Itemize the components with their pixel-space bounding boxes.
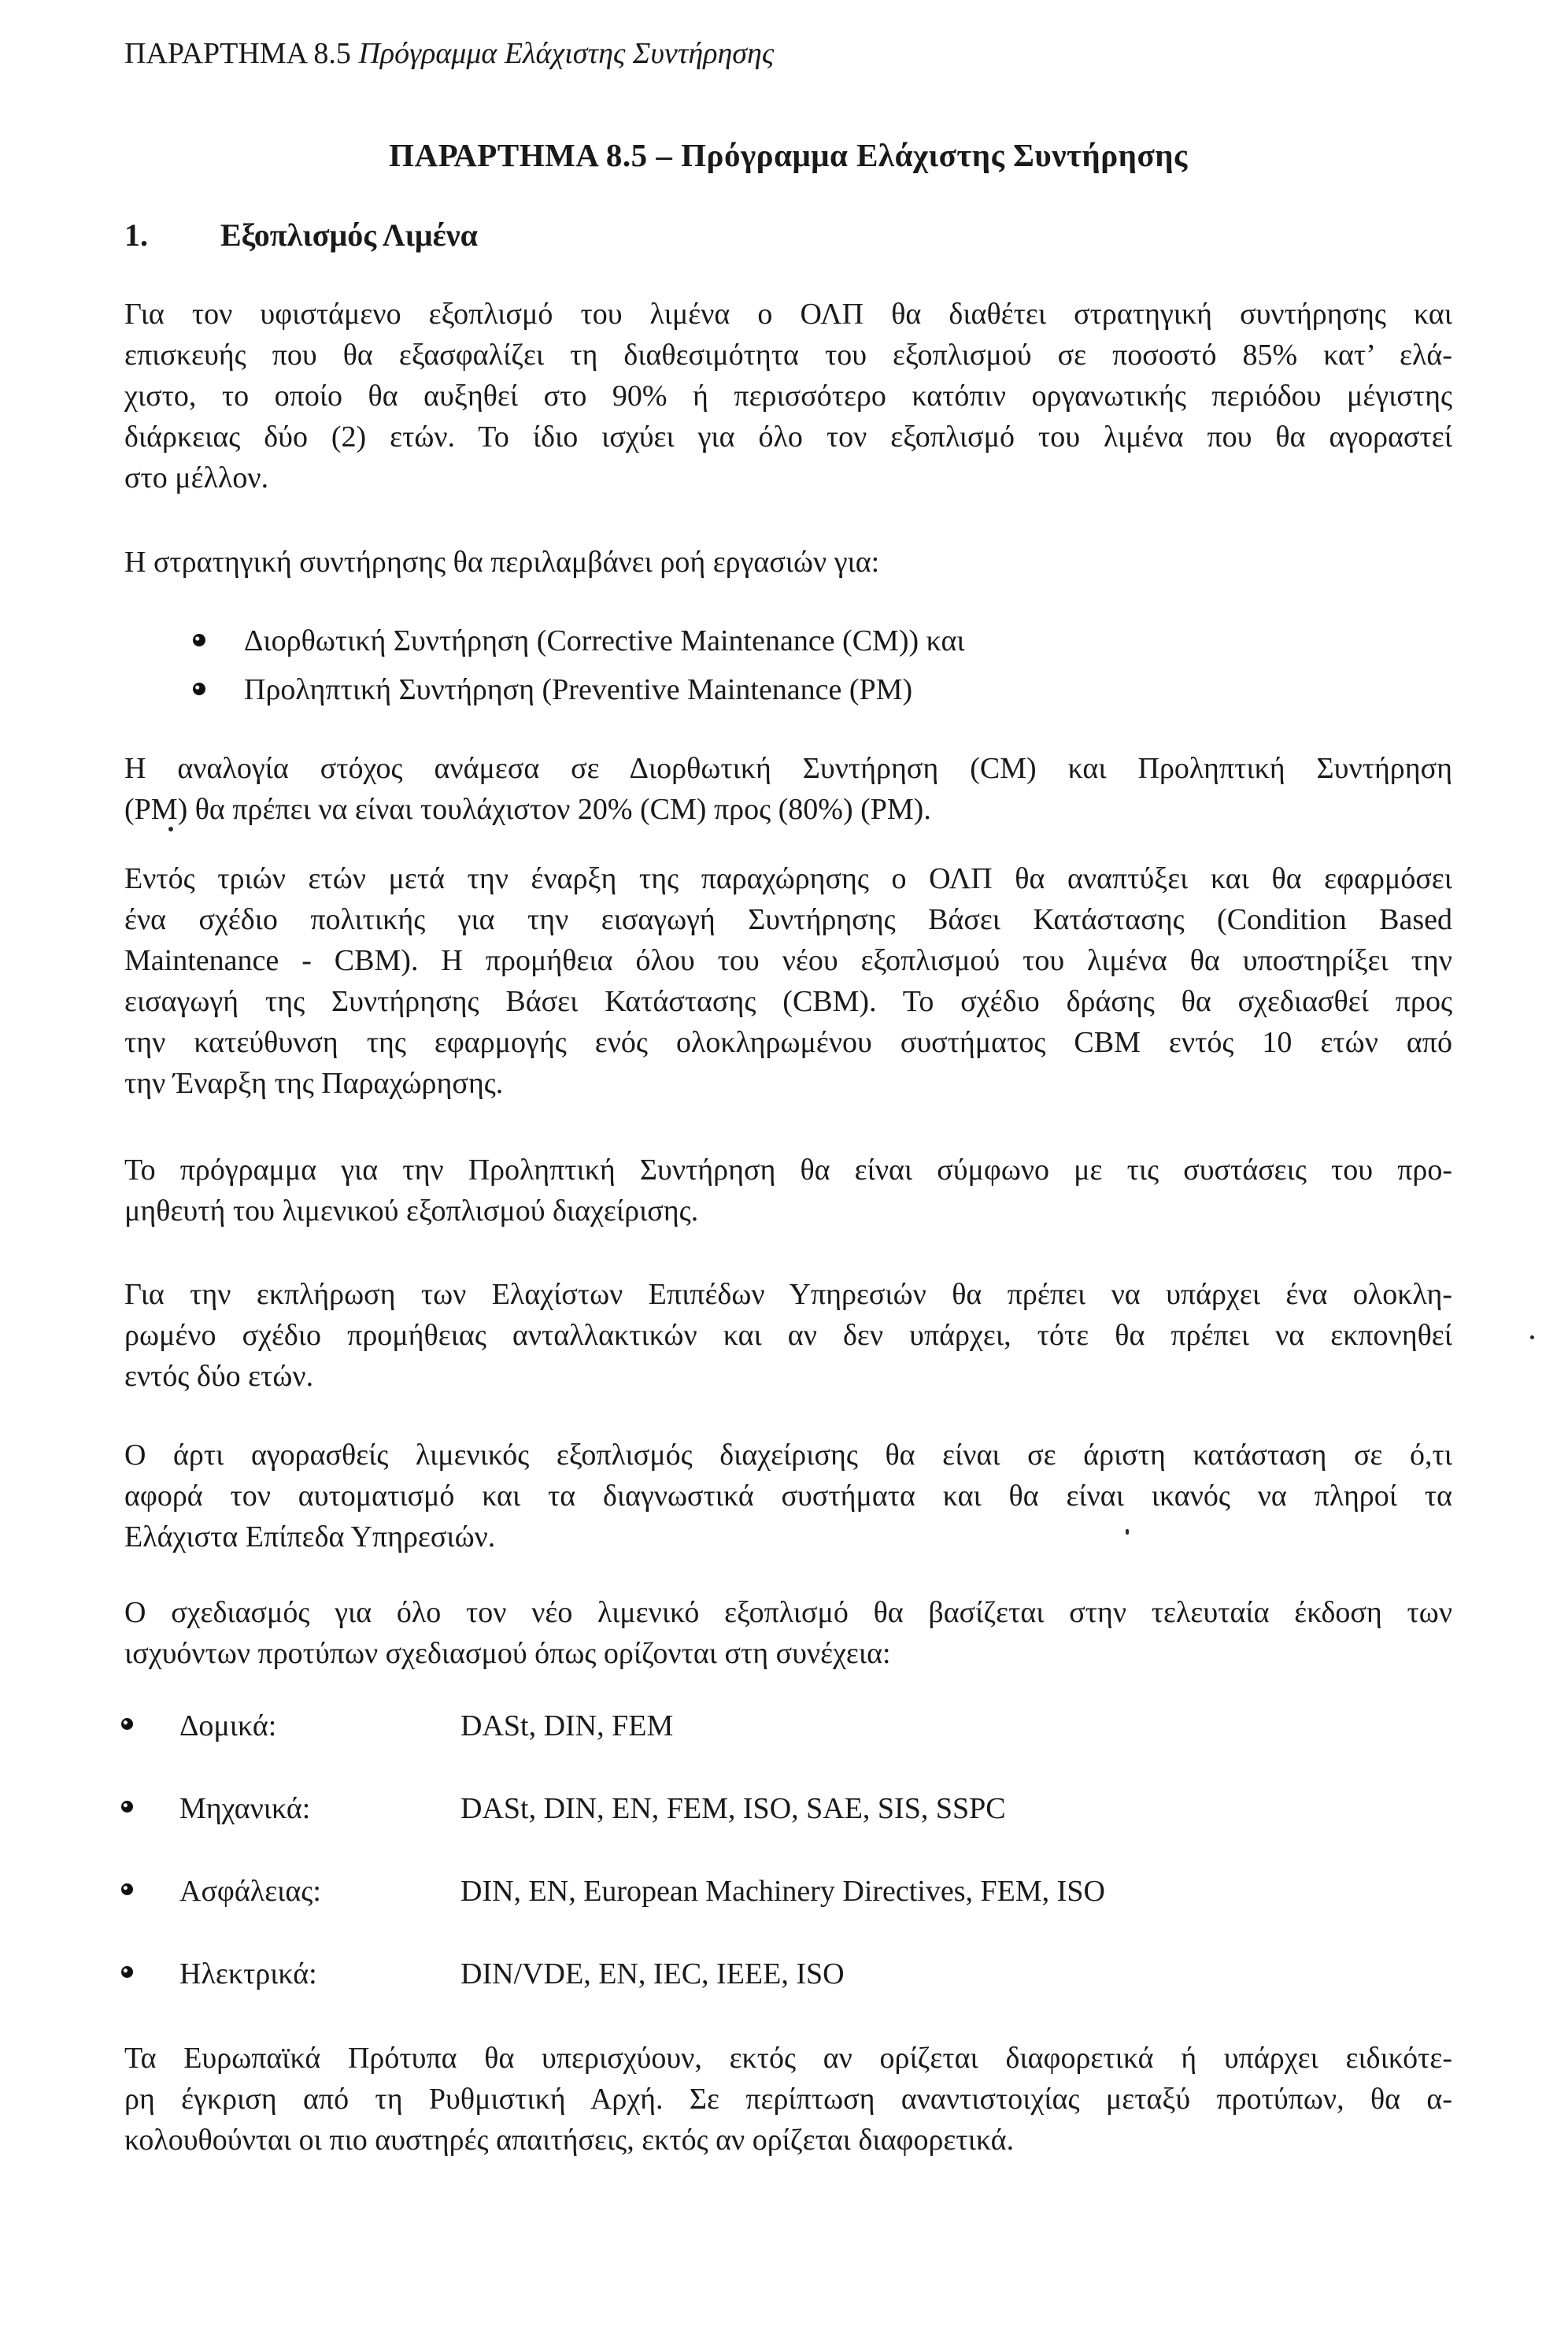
document-title: ΠΑΡΑΡΤΗΜΑ 8.5 – Πρόγραμμα Ελάχιστης Συντήρησης — [389, 137, 1188, 173]
text-line: ρη έγκριση από τη Ρυθμιστική Αρχή. Σε περίπτωση αναντιστοιχίας μεταξύ προτύπων, θα α- — [124, 2083, 1452, 2116]
text-line: Τα Ευρωπαϊκά Πρότυπα θα υπερισχύουν, εκτός αν ορίζεται διαφορετικά ή υπάρχει ειδικότε- — [124, 2042, 1452, 2075]
paragraph-4 — [124, 858, 1452, 1104]
text-line: εντός δύο ετών. — [124, 1360, 314, 1393]
paragraph-1 — [124, 294, 1452, 498]
page-header — [124, 33, 1452, 74]
text-line: στο μέλλον. — [124, 461, 269, 494]
scan-artifact-dot — [1530, 1335, 1534, 1339]
section-title: Εξοπλισμός Λιμένα — [220, 217, 478, 253]
scan-artifact-dot — [168, 827, 173, 831]
section-1-heading — [124, 215, 1452, 256]
bullet-icon — [121, 1718, 133, 1730]
text-line: επισκευής που θα εξασφαλίζει τη διαθεσιμότητα του εξοπλισμού σε ποσοστό 85% κατ’ ελά- — [124, 339, 1452, 372]
bullet-icon — [121, 1966, 133, 1978]
text-line: αφορά τον αυτοματισμό και τα διαγνωστικά συστήματα και θα είναι ικανός να πληροί τα — [124, 1479, 1452, 1513]
paragraph-5 — [124, 1150, 1452, 1231]
text-line: Το πρόγραμμα για την Προληπτική Συντήρηση θα είναι σύμφωνο με τις συστάσεις του προ- — [124, 1154, 1452, 1187]
text-line: μηθευτή του λιμενικού εξοπλισμού διαχείρισης. — [124, 1194, 699, 1228]
standard-label: Ασφάλειας: — [179, 1875, 321, 1908]
section-number: 1. — [124, 217, 148, 253]
standard-row-safety — [124, 1871, 1452, 1912]
text-line: Για την εκπλήρωση των Ελαχίστων Επιπέδων Υπηρεσιών θα πρέπει να υπάρχει ένα ολοκλη- — [124, 1278, 1452, 1311]
text-line: Ελάχιστα Επίπεδα Υπηρεσιών. — [124, 1520, 496, 1553]
standard-value: DIN/VDE, EN, IEC, IEEE, ISO — [460, 1957, 845, 1990]
text-line: κολουθούνται οι πιο αυστηρές απαιτήσεις, εκτός αν ορίζεται διαφορετικά. — [124, 2124, 1015, 2157]
text-line: την Έναρξη της Παραχώρησης. — [124, 1067, 504, 1100]
paragraph-2 — [124, 542, 1452, 583]
paragraph-8 — [124, 1592, 1452, 1674]
bullet-icon — [121, 1883, 133, 1895]
page-header-label: ΠΑΡΑΡΤΗΜΑ 8.5 — [124, 37, 351, 70]
standard-row-structural — [124, 1705, 1452, 1746]
text-line: (PM) θα πρέπει να είναι τουλάχιστον 20% (CM) προς (80%) (PM). — [124, 793, 931, 826]
paragraph-7 — [124, 1435, 1452, 1557]
bullet-icon — [193, 634, 205, 646]
text-line: Ο άρτι αγορασθείς λιμενικός εξοπλισμός διαχείρισης θα είναι σε άριστη κατάσταση σε ό,τι — [124, 1439, 1452, 1472]
list-item — [124, 669, 1452, 710]
bullet-icon — [193, 683, 205, 695]
list-item-text: Διορθωτική Συντήρηση (Corrective Maintenance (CM)) και — [244, 624, 965, 657]
standard-label: Μηχανικά: — [179, 1792, 311, 1825]
text-line: εισαγωγή της Συντήρησης Βάσει Κατάστασης (CBM). Το σχέδιο δράσης θα σχεδιασθεί προς — [124, 985, 1452, 1018]
paragraph-6 — [124, 1274, 1452, 1397]
page-header-space — [351, 37, 359, 70]
text-line: ένα σχέδιο πολιτικής για την εισαγωγή Συντήρησης Βάσει Κατάστασης (Condition Based — [124, 903, 1452, 936]
maintenance-bullet-list — [124, 620, 1452, 710]
standard-row-electrical — [124, 1953, 1452, 1994]
standard-value: DIN, EN, European Machinery Directives, FEM, ISO — [460, 1875, 1105, 1908]
text-line: Η στρατηγική συντήρησης θα περιλαμβάνει ροή εργασιών για: — [124, 546, 880, 579]
list-item — [124, 620, 1452, 661]
text-line: Ο σχεδιασμός για όλο τον νέο λιμενικό εξοπλισμό θα βασίζεται στην τελευταία έκδοση των — [124, 1596, 1452, 1629]
standard-value: DASt, DIN, FEM — [460, 1709, 674, 1742]
page-header-title: Πρόγραμμα Ελάχιστης Συντήρησης — [358, 37, 775, 70]
text-line: Εντός τριών ετών μετά την έναρξη της παραχώρησης ο ΟΛΠ θα αναπτύξει και θα εφαρμόσει — [124, 862, 1452, 895]
text-line: την κατεύθυνση της εφαρμογής ενός ολοκληρωμένου συστήματος CBM εντός 10 ετών από — [124, 1026, 1452, 1059]
paragraph-3 — [124, 748, 1452, 830]
standard-label: Δομικά: — [179, 1709, 277, 1742]
design-standards-list — [124, 1705, 1452, 1994]
bullet-icon — [121, 1801, 133, 1813]
list-item-text: Προληπτική Συντήρηση (Preventive Maintenance (PM) — [244, 673, 913, 706]
text-line: Maintenance - CBM). Η προμήθεια όλου του νέου εξοπλισμού του λιμένα θα υποστηρίξει την — [124, 944, 1452, 977]
standard-value: DASt, DIN, EN, FEM, ISO, SAE, SIS, SSPC — [460, 1792, 1006, 1825]
paragraph-9 — [124, 2038, 1452, 2161]
text-line: Για τον υφιστάμενο εξοπλισμό του λιμένα ο ΟΛΠ θα διαθέτει στρατηγική συντήρησης και — [124, 298, 1452, 331]
scan-artifact-dot — [1126, 1529, 1129, 1535]
text-line: ισχυόντων προτύπων σχεδιασμού όπως ορίζονται στη συνέχεια: — [124, 1637, 891, 1670]
text-line: διάρκειας δύο (2) ετών. Το ίδιο ισχύει για όλο τον εξοπλισμό του λιμένα που θα αγοραστεί — [124, 420, 1452, 454]
text-line: Η αναλογία στόχος ανάμεσα σε Διορθωτική Συντήρηση (CM) και Προληπτική Συντήρηση — [124, 752, 1452, 785]
standard-row-mechanical — [124, 1788, 1452, 1829]
text-line: χιστο, το οποίο θα αυξηθεί στο 90% ή περισσότερο κατόπιν οργανωτικής περιόδου μέγιστης — [124, 380, 1452, 413]
text-line: ρωμένο σχέδιο προμήθειας ανταλλακτικών και αν δεν υπάρχει, τότε θα πρέπει να εκπονηθεί — [124, 1319, 1452, 1352]
standard-label: Ηλεκτρικά: — [179, 1957, 317, 1990]
